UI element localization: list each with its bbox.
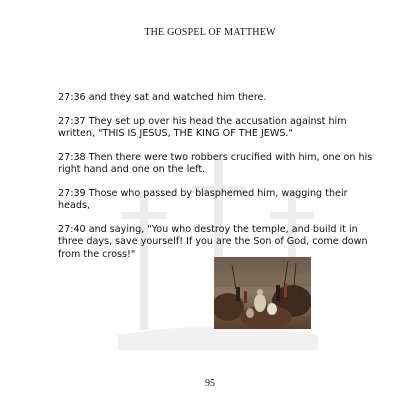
verse: 27:39 Those who passed by blasphemed him, wagging their heads, [58, 187, 348, 211]
page-header: THE GOSPEL OF MATTHEW [144, 27, 276, 38]
scripture-text [58, 92, 378, 272]
crucifixion-painting [214, 257, 311, 329]
verse: 27:38 Then there were two robbers crucified with him, one on his right hand and one on the left. [58, 151, 373, 175]
verse: 27:37 They set up over his head the accusation against him written, "THIS IS JESUS, THE KING OF THE JEWS." [58, 115, 347, 139]
page-number: 95 [205, 378, 215, 389]
verse: 27:40 and saying, "You who destroy the temple, and build it in three days, save yourself! If you are the Son of God, come down from the cross!" [58, 223, 368, 260]
verse: 27:36 and they sat and watched him there. [58, 92, 267, 103]
